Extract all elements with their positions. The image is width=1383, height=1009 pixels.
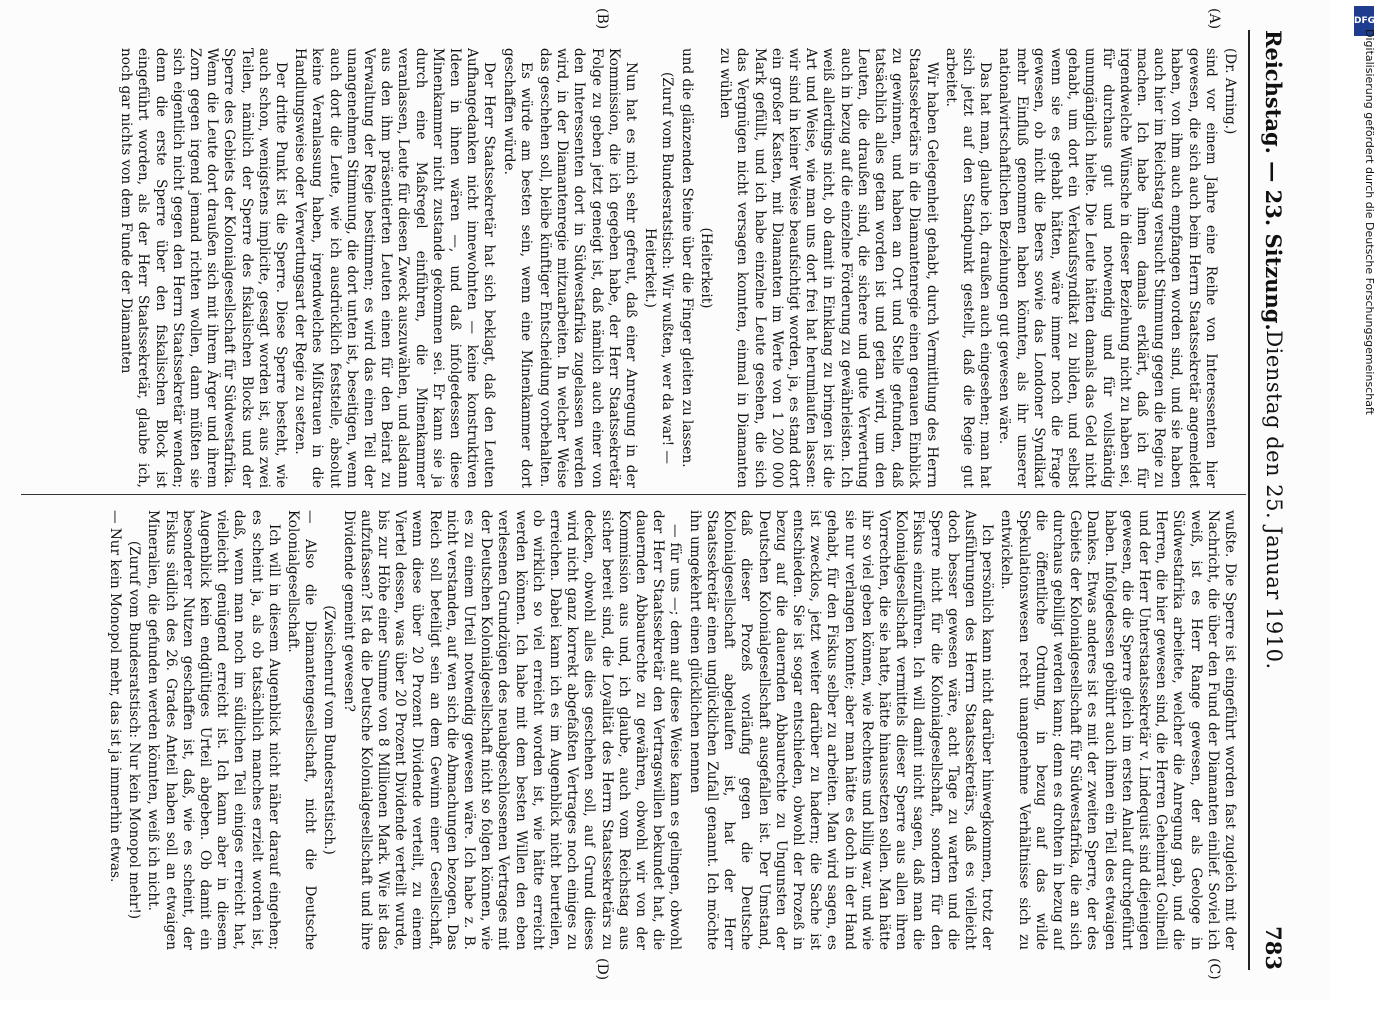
paragraph: Nun hat es mich sehr gefreut, daß einer Anregung in der Kommission, die ich gegeben habe, der Herr Staatssekretär Folge zu geben jetzt geneigt ist, daß nämlich auch einer von den Interessenten dort in Südwestafrika zugelassen werden wird, in der Diamantenregie mitzuarbeiten. In welcher Weise das geschehen soll, bleibe künftiger Entscheidung vorbehalten. <box>537 48 640 488</box>
interjection: (Heiterkeit) <box>697 227 714 309</box>
paragraph: Wir haben Gelegenheit gehabt, durch Vermittlung des Herrn Staatssekretärs in die Diamantenregie einen genauen Einblick zu gewinnen, und haben an Ort und Stelle gefunden, daß tatsächlich alles getan worden ist und getan wird, um den Leuten, die draußen sind, die sichere und gute Verwertung auch in bezug auf die einzelne Förderung zu gewährleisten. Ich weiß allerdings nicht, ob damit in Einklang zu bringen ist die Art und Weise, wie man uns dort frei hat herumlaufen lassen: wir sind in keiner Weise beaufsichtigt worden, ja, es stand dort ein großer Kasten, mit Diamanten im Werte von 1 200 000 Mark gefüllt, und ich habe einzelne Leute gesehen, die sich das Vergnügen nicht versagen konnten, einmal in Diamanten zu wühlen <box>717 48 940 488</box>
paragraph: — für uns —; denn auf diese Weise kann es gelingen, obwohl der Herr Staatssekretär den Vertragswillen bekundet hat, die dauernden Abbaurechte zu gewähren, obwohl wir von der Kommission aus und, ich glaube, auch vom Reichstag aus sicher bereit sind, die Loyalität des Herrn Staatssekretärs zu decken, obwohl alles dies geschehen soll, auf Grund dieses wird nicht ganz korrekt abgefaßten Vertrages noch einiges zu erreichen. Dabei kann ich es im Augenblick nicht beurteilen, ob wirklich so viel erreicht worden ist, wie hätte erreicht werden können. Ich habe mit dem besten Willen den eben verlesenen Grundzügen des neuabgeschlossenen Vertrages mit der Deutschen Kolonialgesellschaft nicht so folgen können, wie es zu einem Urteil notwendig gewesen wäre. Ich habe z. B. nicht verstanden, auf wen sich die Abmachungen bezogen. Das Reich soll beteiligt sein an dem Gewinn einer Gesellschaft, wenn diese über 20 Prozent Dividende verteilt, zu einem Viertel dessen, was über 20 Prozent Dividende verteilt wurde, bis zur Höhe einer Summe von 8 Millionen Mark. Wie ist das aufzufassen? Ist da die Deutsche Kolonialgesellschaft und ihre Dividende gemeint gewesen? <box>340 510 684 950</box>
interjection: (Zwischenruf vom Bundesratstisch.) <box>321 605 338 855</box>
paragraph: Es würde am besten sein, wenn eine Minenkammer dort geschaffen würde. <box>500 48 534 488</box>
paragraph: — Nur kein Monopol mehr, das ist ja immerhin etwas. <box>107 510 123 883</box>
margin-mark-d: (D) <box>594 958 610 981</box>
interjection: (Zuruf vom Bundesratstisch: Nur kein Monopol mehr!) <box>126 540 143 920</box>
paragraph: und die glänzenden Steine über die Finger gleiten zu lassen. <box>678 48 695 468</box>
paragraph: Ich persönlich kann nicht darüber hinwegkommen, trotz der Ausführungen des Herrn Staatssekretärs, daß es vielleicht doch besser gewesen wäre, acht Tage zu warten und die Sperre nicht für die Kolonialgesellschaft, sondern für den Fiskus einzuführen. Ich will damit nicht sagen, daß man die Kolonialgesellschaft vermittels dieser Sperre aus allen ihren Vorrechten, die sie hatte, hätte hinaussetzen sollen. Man hätte ihr so viel geben können, wie Rechtens und billig war, und wie sie nur verlangen konnte; aber man hätte es doch in der Hand gehabt, für den Fiskus selber zu arbeiten. Man wird sagen, es ist zwecklos, jetzt weiter darüber zu hadern; die Sache ist entschieden. Sie ist sogar entschieden, obwohl der Prozeß in bezug auf die dauernden Abbaurechte zu Ungunsten der Deutschen Kolonialgesellschaft ausgefallen ist. Der Umstand, daß dieser Prozeß vorläufig gegen die Deutsche Kolonialgesellschaft abgelaufen ist, hat der Herr Staatssekretär einen unglücklichen Zufall genannt. Ich möchte ihn umgekehrt einen glücklichen nennen <box>686 510 996 950</box>
header-left: Reichstag. — 23. Sitzung. <box>1261 30 1286 331</box>
paragraph: wußte. Die Sperre ist eingeführt worden fast zugleich mit der Nachricht, die über den Fund der Diamanten einlief. Soviel ich weiß, ist es Herr Range gewesen, der als Geologe in Südwestafrika arbeitete, welcher die Anregung gab, und die Herren, die hier gewesen sind, die Herren Geheimrat Golinelli und der Herr Unterstaatssekretär v. Lindequist sind diejenigen gewesen, die die Sperre gleich im ersten Anlauf durchgeführt haben. Infolgedessen gebührt auch ihnen ein Teil des etwaigen Dankes. Etwas anderes ist es mit der zweiten Sperre, der des Gebiets der Kolonialgesellschaft für Südwestafrika, die an sich durchaus gebilligt werden kann; denn es drohten in bezug auf die öffentliche Ordnung, in bezug auf das wilde Spekulationswesen recht unangenehme Verhältnisse sich zu entwickeln. <box>998 510 1238 950</box>
column-divider <box>21 494 1246 495</box>
interjection: (Zuruf vom Bundesratstisch: Wir wußten, wer da war! — Heiterkeit.) <box>642 71 676 465</box>
margin-mark-a: (A) <box>1206 8 1222 30</box>
digitization-credit <box>1353 6 1375 996</box>
page-header <box>1252 30 1292 970</box>
paragraph: Ich will in diesem Augenblick nicht näher darauf eingehen; es scheint ja, als ob tatsächlich manches erzielt worden ist, daß, wenn man noch im südlichen Teil einiges erreicht hat, vielleicht genügend erreicht ist. Ich kann aber in diesem Augenblick kein endgültiges Urteil abgeben. Ob damit ein besonderer Nutzen geschaffen ist, daß, wie es scheint, der Fiskus südlich des 26. Grades Anteil haben soll an etwaigen Mineralien, die gefunden werden könnten, weiß ich nicht. <box>145 510 282 950</box>
margin-mark-c: (C) <box>1206 958 1222 980</box>
right-column <box>28 510 1238 950</box>
left-column <box>28 48 1238 488</box>
paragraph: — Also die Diamantengesellschaft, nicht die Deutsche Kolonialgesellschaft. <box>285 510 319 950</box>
dfg-logo-icon: DFG <box>1354 6 1374 36</box>
credit-text: Digitalisierung gefördert durch die Deutsche Forschungsgemeinschaft <box>1363 29 1376 415</box>
margin-mark-b: (B) <box>594 8 610 30</box>
paragraph: Der Herr Staatssekretär hat sich beklagt, daß den Leuten Aufhangedanken nicht innewohnten — keine konstruktiven Ideen in ihnen wären —, und daß infolgedessen diese Minenkammer nicht zustande gekommen sei. Er kann sie ja durch eine Maßregel einführen, die Minenkammer veranlassen, Leute für diesen Zweck auszuwählen, und alsdann aus den ihm präsentierten Leuten einen für den Beirat zu Verwaltung der Regie bestimmen; es wird das einen Teil der unangenehmen Stimmung, die dort unten ist, beseitigen, wenn auch dort die Leute, wie ich ausdrücklich feststelle, absolut keine Veranlassung haben, irgendwelches Mißtrauen in die Handlungsweise oder Verwertungsart der Regie zu setzen. <box>292 48 498 488</box>
paragraph: Der dritte Punkt ist die Sperre. Diese Sperre besteht, wie auch schon, wenigstens implicite, gesagt worden ist, aus zwei Teilen, nämlich der Sperre des fiskalischen Blocks und der Sperre des Gebiets der Kolonialgesellschaft für Südwestafrika. Wenn die Leute dort draußen sich mit ihrem Ärger und ihrem Zorn gegen irgend jemand richten wollen, dann müßten sie sich eigentlich nicht gegen den Herrn Staatssekretär wenden; denn die erste Sperre über den fiskalischen Block ist eingeführt worden, als der Herr Staatssekretär, glaube ich, noch gar nichts von dem Funde der Diamanten <box>118 48 290 488</box>
paragraph: Das hat man, glaube ich, draußen auch eingesehen; man hat sich jetzt auf den Standpunkt gestellt, daß die Regie gut arbeitet. <box>942 48 994 488</box>
header-date: Dienstag den 25. Januar 1910. <box>1262 330 1286 670</box>
header-rule <box>1248 30 1250 970</box>
paragraph: sind vor einem Jahre eine Reihe von Interessenten hier gewesen, die sich auch beim Herrn Staatssekretär angemeldet haben, von ihm auch empfangen worden sind, und sie haben auch hier im Reichstag versucht Stimmung gegen die Regie zu machen. Ich habe ihnen damals erklärt, daß ich für irgendwelche Wünsche in dieser Beziehung nicht zu haben sei, für durchaus gut und notwendig und für vollständig unumgänglich hielte. Die Leute hätten damals das Geld nicht gehabt, um dort ein Verkaufssyndikat zu bilden, und selbst wenn sie es gehabt hätten, wäre immer noch die Frage gewesen, ob nicht die Beers sowie das Londoner Syndikat mehr Einfluß genommen haben könnten, als ihr unserer nationalwirtschaftlichen Beziehungen gut gewesen wäre. <box>996 48 1219 488</box>
page-number: 783 <box>1261 926 1286 970</box>
speaker-label: (Dr. Arning.) <box>1222 48 1238 135</box>
